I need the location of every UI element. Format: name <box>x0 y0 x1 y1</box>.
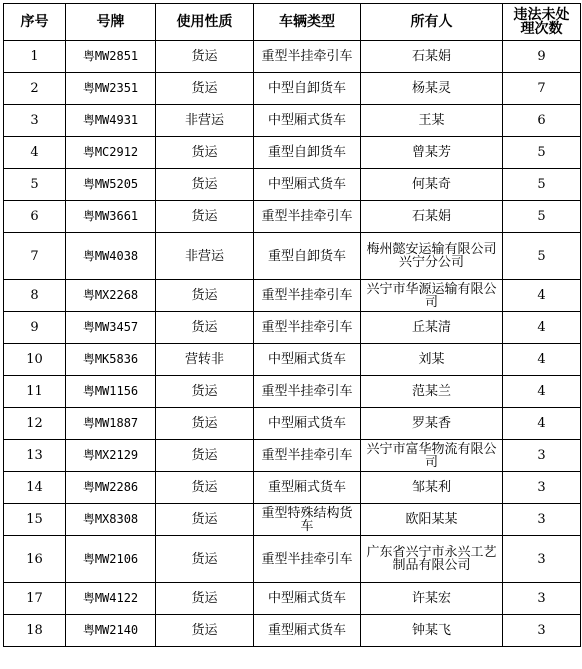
header-cell: 使用性质 <box>156 4 254 41</box>
plate-number: 粤MW2106 <box>66 536 156 583</box>
vehicle-type: 重型厢式货车 <box>254 472 361 504</box>
usage-type: 货运 <box>156 73 254 105</box>
row-number: 5 <box>4 169 66 201</box>
violation-count: 6 <box>503 105 581 137</box>
plate-number: 粤MW3661 <box>66 201 156 233</box>
vehicle-type: 重型自卸货车 <box>254 137 361 169</box>
owner-name: 刘某 <box>361 344 503 376</box>
row-number: 3 <box>4 105 66 137</box>
usage-type: 货运 <box>156 536 254 583</box>
vehicle-type: 重型半挂牵引车 <box>254 201 361 233</box>
header-cell: 序号 <box>4 4 66 41</box>
vehicle-type: 中型厢式货车 <box>254 583 361 615</box>
vehicle-type: 中型自卸货车 <box>254 73 361 105</box>
violation-count: 5 <box>503 169 581 201</box>
owner-name: 杨某灵 <box>361 73 503 105</box>
vehicle-type: 中型厢式货车 <box>254 169 361 201</box>
vehicle-type: 重型特殊结构货车 <box>254 504 361 536</box>
row-number: 15 <box>4 504 66 536</box>
table-row <box>4 472 581 504</box>
usage-type: 货运 <box>156 137 254 169</box>
usage-type: 货运 <box>156 201 254 233</box>
usage-type: 货运 <box>156 408 254 440</box>
vehicle-type: 重型半挂牵引车 <box>254 312 361 344</box>
plate-number: 粤MW2286 <box>66 472 156 504</box>
table-row <box>4 137 581 169</box>
usage-type: 货运 <box>156 472 254 504</box>
violation-count: 7 <box>503 73 581 105</box>
table-row <box>4 615 581 647</box>
owner-name: 丘某清 <box>361 312 503 344</box>
violation-count: 9 <box>503 41 581 73</box>
violation-count: 5 <box>503 201 581 233</box>
plate-number: 粤MX2129 <box>66 440 156 472</box>
violation-count: 3 <box>503 504 581 536</box>
usage-type: 货运 <box>156 376 254 408</box>
owner-name: 欧阳某某 <box>361 504 503 536</box>
violation-count: 3 <box>503 583 581 615</box>
usage-type: 货运 <box>156 440 254 472</box>
table-row <box>4 201 581 233</box>
plate-number: 粤MW1156 <box>66 376 156 408</box>
row-number: 7 <box>4 233 66 280</box>
plate-number: 粤MW5205 <box>66 169 156 201</box>
violation-count: 3 <box>503 472 581 504</box>
owner-name: 邹某利 <box>361 472 503 504</box>
row-number: 1 <box>4 41 66 73</box>
plate-number: 粤MW2351 <box>66 73 156 105</box>
violation-count: 4 <box>503 376 581 408</box>
violation-count: 3 <box>503 615 581 647</box>
owner-name: 广东省兴宁市永兴工艺制品有限公司 <box>361 536 503 583</box>
violation-count: 4 <box>503 408 581 440</box>
vehicle-type: 重型半挂牵引车 <box>254 280 361 312</box>
row-number: 14 <box>4 472 66 504</box>
table-row <box>4 536 581 583</box>
violation-count: 5 <box>503 137 581 169</box>
table-row <box>4 504 581 536</box>
owner-name: 石某娟 <box>361 201 503 233</box>
vehicle-type: 重型半挂牵引车 <box>254 376 361 408</box>
owner-name: 兴宁市华源运输有限公司 <box>361 280 503 312</box>
plate-number: 粤MW2851 <box>66 41 156 73</box>
header-cell: 违法未处理次数 <box>503 4 581 41</box>
vehicle-type: 重型半挂牵引车 <box>254 440 361 472</box>
usage-type: 货运 <box>156 504 254 536</box>
table-row <box>4 233 581 280</box>
row-number: 11 <box>4 376 66 408</box>
row-number: 13 <box>4 440 66 472</box>
usage-type: 货运 <box>156 280 254 312</box>
row-number: 6 <box>4 201 66 233</box>
usage-type: 货运 <box>156 615 254 647</box>
owner-name: 许某宏 <box>361 583 503 615</box>
table-row <box>4 280 581 312</box>
plate-number: 粤MW4038 <box>66 233 156 280</box>
row-number: 8 <box>4 280 66 312</box>
row-number: 10 <box>4 344 66 376</box>
table-row <box>4 408 581 440</box>
owner-name: 梅州懿安运输有限公司兴宁分公司 <box>361 233 503 280</box>
owner-name: 石某娟 <box>361 41 503 73</box>
table-row <box>4 583 581 615</box>
violation-table <box>3 3 581 647</box>
header-cell: 车辆类型 <box>254 4 361 41</box>
usage-type: 货运 <box>156 41 254 73</box>
plate-number: 粤MW4122 <box>66 583 156 615</box>
owner-name: 罗某香 <box>361 408 503 440</box>
violation-count: 3 <box>503 536 581 583</box>
violation-count: 4 <box>503 280 581 312</box>
owner-name: 兴宁市富华物流有限公司 <box>361 440 503 472</box>
vehicle-type: 重型厢式货车 <box>254 615 361 647</box>
table-row <box>4 312 581 344</box>
violation-count: 3 <box>503 440 581 472</box>
header-cell: 所有人 <box>361 4 503 41</box>
plate-number: 粤MW1887 <box>66 408 156 440</box>
header-row <box>4 4 581 41</box>
usage-type: 营转非 <box>156 344 254 376</box>
plate-number: 粤MW4931 <box>66 105 156 137</box>
vehicle-type: 重型半挂牵引车 <box>254 536 361 583</box>
row-number: 9 <box>4 312 66 344</box>
table-row <box>4 41 581 73</box>
usage-type: 非营运 <box>156 233 254 280</box>
table-row <box>4 376 581 408</box>
owner-name: 曾某芳 <box>361 137 503 169</box>
usage-type: 货运 <box>156 583 254 615</box>
plate-number: 粤MW3457 <box>66 312 156 344</box>
vehicle-type: 重型自卸货车 <box>254 233 361 280</box>
owner-name: 范某兰 <box>361 376 503 408</box>
owner-name: 王某 <box>361 105 503 137</box>
table-row <box>4 344 581 376</box>
usage-type: 货运 <box>156 312 254 344</box>
row-number: 12 <box>4 408 66 440</box>
plate-number: 粤MX2268 <box>66 280 156 312</box>
vehicle-type: 中型厢式货车 <box>254 344 361 376</box>
violation-count: 4 <box>503 312 581 344</box>
table-row <box>4 169 581 201</box>
violation-count: 5 <box>503 233 581 280</box>
row-number: 18 <box>4 615 66 647</box>
usage-type: 非营运 <box>156 105 254 137</box>
row-number: 2 <box>4 73 66 105</box>
plate-number: 粤MK5836 <box>66 344 156 376</box>
usage-type: 货运 <box>156 169 254 201</box>
table-row <box>4 105 581 137</box>
row-number: 16 <box>4 536 66 583</box>
owner-name: 钟某飞 <box>361 615 503 647</box>
plate-number: 粤MX8308 <box>66 504 156 536</box>
row-number: 4 <box>4 137 66 169</box>
table-row <box>4 440 581 472</box>
header-cell: 号牌 <box>66 4 156 41</box>
owner-name: 何某奇 <box>361 169 503 201</box>
vehicle-type: 中型厢式货车 <box>254 105 361 137</box>
vehicle-type: 重型半挂牵引车 <box>254 41 361 73</box>
plate-number: 粤MW2140 <box>66 615 156 647</box>
vehicle-type: 中型厢式货车 <box>254 408 361 440</box>
violation-count: 4 <box>503 344 581 376</box>
plate-number: 粤MC2912 <box>66 137 156 169</box>
row-number: 17 <box>4 583 66 615</box>
table-row <box>4 73 581 105</box>
